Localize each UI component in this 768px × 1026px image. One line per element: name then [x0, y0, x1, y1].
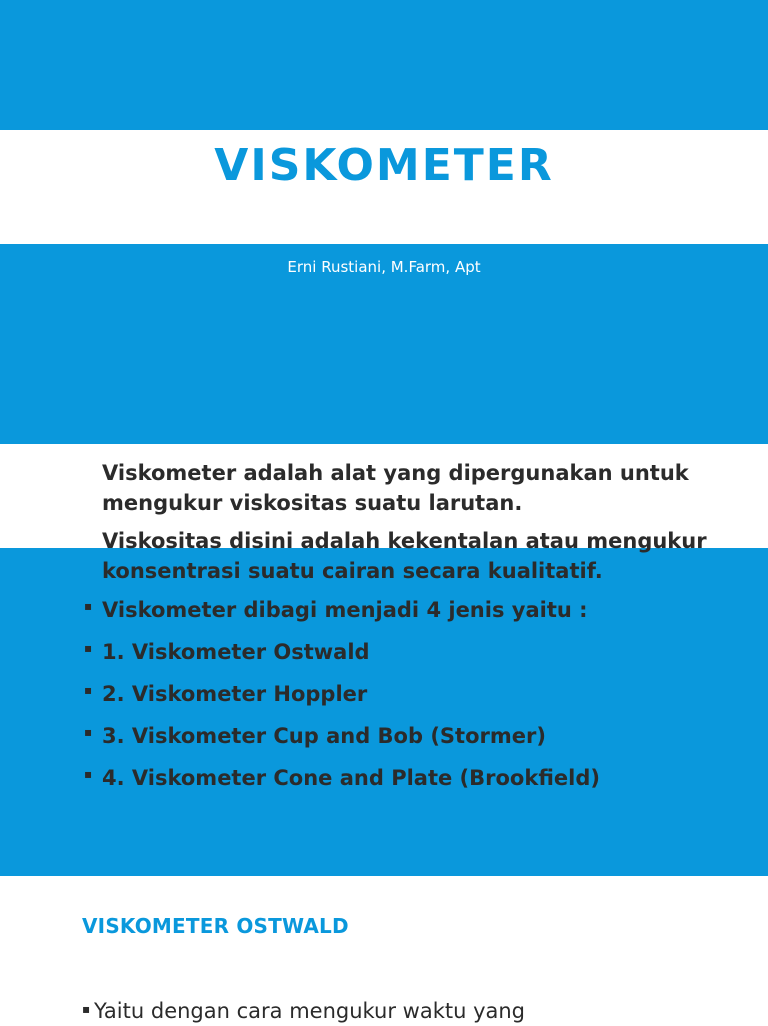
viscosity-paragraph: Viskositas disini adalah kekentalan atau mengukur konsentrasi suatu cairan secara kualitatif. — [102, 529, 707, 583]
list-item-text: 4. Viskometer Cone and Plate (Brookfield) — [102, 766, 600, 790]
definition-paragraph: Viskometer adalah alat yang dipergunakan untuk mengukur viskositas suatu larutan. — [102, 461, 689, 515]
author-name: Erni Rustiani, M.Farm, Apt — [287, 258, 481, 276]
slide-content — [84, 458, 754, 796]
bullet-icon: ▪ — [84, 641, 93, 655]
bullet-icon: ▪ — [84, 767, 93, 781]
bullet-icon: ▪ — [84, 599, 93, 613]
section-heading: VISKOMETER OSTWALD — [82, 914, 349, 938]
list-item — [84, 760, 754, 796]
list-item-text: 2. Viskometer Hoppler — [102, 682, 368, 706]
list-item — [84, 634, 754, 670]
top-blue-band — [0, 0, 768, 130]
bullet-icon: ▪ — [84, 683, 93, 697]
bullet-icon: ▪ — [84, 725, 93, 739]
bullet-icon: ▪ — [82, 1002, 91, 1016]
list-item-text: Yaitu dengan cara mengukur waktu yang — [94, 999, 526, 1023]
list-item-text: 1. Viskometer Ostwald — [102, 640, 370, 664]
list-item-text: Viskometer dibagi menjadi 4 jenis yaitu : — [102, 598, 588, 622]
list-item — [84, 718, 754, 754]
list-item — [82, 996, 762, 1026]
slide-title: VISKOMETER — [214, 140, 554, 191]
list-item — [84, 676, 754, 712]
list-item — [84, 592, 754, 628]
list-item-text: 3. Viskometer Cup and Bob (Stormer) — [102, 724, 546, 748]
